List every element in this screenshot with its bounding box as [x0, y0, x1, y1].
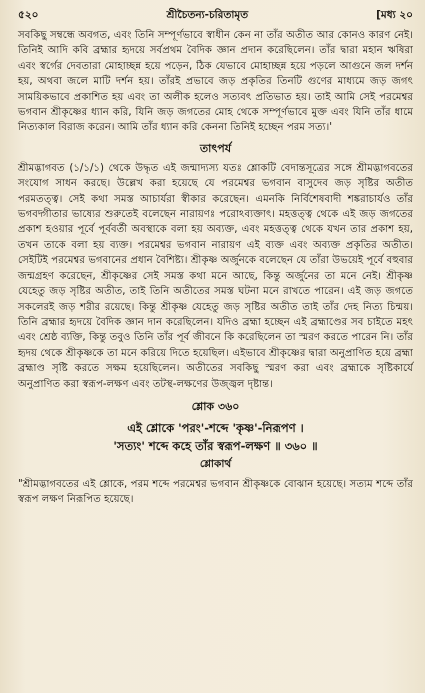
translation-heading: শ্লোকার্থ — [199, 457, 232, 470]
purport-title: তাৎপর্য — [199, 141, 232, 155]
purport-paragraph: শ্রীমদ্ভাগবত (১/১/১) থেকে উদ্ধৃত এই জন্মাদ্যস্য যতঃ শ্লোকটি বেদান্তসূত্রের সঙ্গে শ্রীমদ্ভাগবতের সংযোগ সাধন করছে। উল্লেখ করা হয়েছে যে পরমেশ্বর ভগবান বাসুদেব জড় সৃষ্টির অতীত পরমতত্ত্ব। সেই কথা সমস্ত আচার্যরা স্বীকার করেছেন। এমনকি নির্বিশেষবাদী শঙ্করাচার্যও তাঁর ভগবদ্গীতার ভাষ্যের শুরুতেই বলেছেন নারায়ণঃ পরোঽব্যক্তাৎ। মহত্তত্ত্ব থেকে এই জড় জগতের প্রকাশ হওয়ার পূর্বে পূর্ববর্তী অবস্থাকে বলা হয় অব্যক্ত, এবং মহত্তত্ত্ব থেকে যখন তার প্রকাশ হয়, তখন তাকে বলা হয় ব্যক্ত। পরমেশ্বর ভগবান নারায়ণ এই ব্যক্ত এবং অব্যক্ত প্রকৃতির অতীত। সেইটিই পরমেশ্বর ভগবানের প্রধান বৈশিষ্ট্য। শ্রীকৃষ্ণ অর্জুনকে বলেছেন যে তাঁরা উভয়েই পূর্বে বহুবার জন্মগ্রহণ করেছেন, শ্রীকৃষ্ণের সেই সমস্ত কথা মনে আছে, কিন্তু অর্জুনের তা মনে নেই। শ্রীকৃষ্ণ যেহেতু জড় সৃষ্টির অতীত, তাই তিনি অতীতের সমস্ত ঘটনা মনে রাখতে পারেন। এই জড় জগতে সকলেরই জড় শরীর রয়েছে। কিন্তু শ্রীকৃষ্ণ যেহেতু জড় সৃষ্টির অতীত তাই তাঁর দেহ নিত্য চিন্ময়। তিনি ব্রহ্মার হৃদয়ে বৈদিক জ্ঞান দান করেছিলেন। যদিও ব্রহ্মা হচ্ছেন এই ব্রহ্মাণ্ডের সব চাইতে মহৎ এবং শ্রেষ্ঠ ব্যক্তি, কিন্তু তবুও তিনি তাঁর পূর্ব জীবনে কি করেছিলেন তা স্মরণ করতে পারেন নি। তাঁর হৃদয় থেকে শ্রীকৃষ্ণকে তা মনে করিয়ে দিতে হয়েছিল। এইভাবে শ্রীকৃষ্ণের দ্বারা অনুপ্রাণিত হয়ে ব্রহ্মা ব্রহ্মাণ্ড সৃষ্টি করতে সক্ষম হয়েছিলেন। অতীতের সবকিছু স্মরণ করা এবং ব্রহ্মাকে সৃষ্টিকার্যে অনুপ্রাণিত করা স্বরূপ-লক্ষণ এবং তটস্থ-লক্ষণের উজ্জ্বল দৃষ্টান্ত। — [18, 162, 413, 390]
chapter-marker: [মধ্য ২০ — [376, 9, 413, 21]
translation-text: "শ্রীমদ্ভাগবতের এই শ্লোকে, পরম শব্দে পরমেশ্বর ভগবান শ্রীকৃষ্ণকে বোঝান হয়েছে। সত্যম শব্দে তাঁর স্বরূপ লক্ষণ নিরূপিত হয়েছে। — [18, 478, 413, 506]
verse-line-2: 'সত্যং' শব্দে কহে তাঁর স্বরূপ-লক্ষণ ॥ ৩৬০ ॥ — [113, 438, 318, 453]
page-number: ৫২০ — [18, 9, 39, 21]
verse-heading: শ্লোক ৩৬০ — [191, 399, 240, 413]
running-title: শ্রীচৈতন্য-চরিতামৃত — [166, 9, 249, 21]
verse-line-1: এই শ্লোকে 'পরং'-শব্দে 'কৃষ্ণ'-নিরূপণ । — [127, 420, 304, 435]
intro-paragraph: সবকিছু সম্বন্ধে অবগত, এবং তিনি সম্পূর্ণভাবে স্বাধীন কেন না তাঁর অতীত আর কোনও কারণ নেই। তিনিই আদি কবি ব্রহ্মার হৃদয়ে সর্বপ্রথম বৈদিক জ্ঞান প্রদান করেছিলেন। তাঁর দ্বারা মহান ঋষিরা এবং স্বর্গের দেবতারা মোহাচ্ছন্ন হয়ে পড়েন, ঠিক যেভাবে মোহাচ্ছন্ন হয়ে পড়লে আগুনে জল দর্শন হয়, অথবা জলে মাটি দর্শন হয়। তাঁরই প্রভাবে জড় প্রকৃতির তিনটি গুণের মাধ্যমে জড় জগৎ সাময়িকভাবে প্রকাশিত হয় এবং তা অলীক হলেও সত্যবৎ প্রতিভাত হয়। তাই আমি সেই পরমেশ্বর ভগবান শ্রীকৃষ্ণের ধ্যান করি, যিনি জড় জগতের মোহ থেকে সম্পূর্ণভাবে মুক্ত এবং যিনি তাঁর ধামে নিত্যকাল বিরাজ করেন। আমি তাঁর ধ্যান করি কেননা তিনিই হচ্ছেন পরম সত্য।' — [18, 30, 413, 134]
page-header — [18, 8, 413, 28]
